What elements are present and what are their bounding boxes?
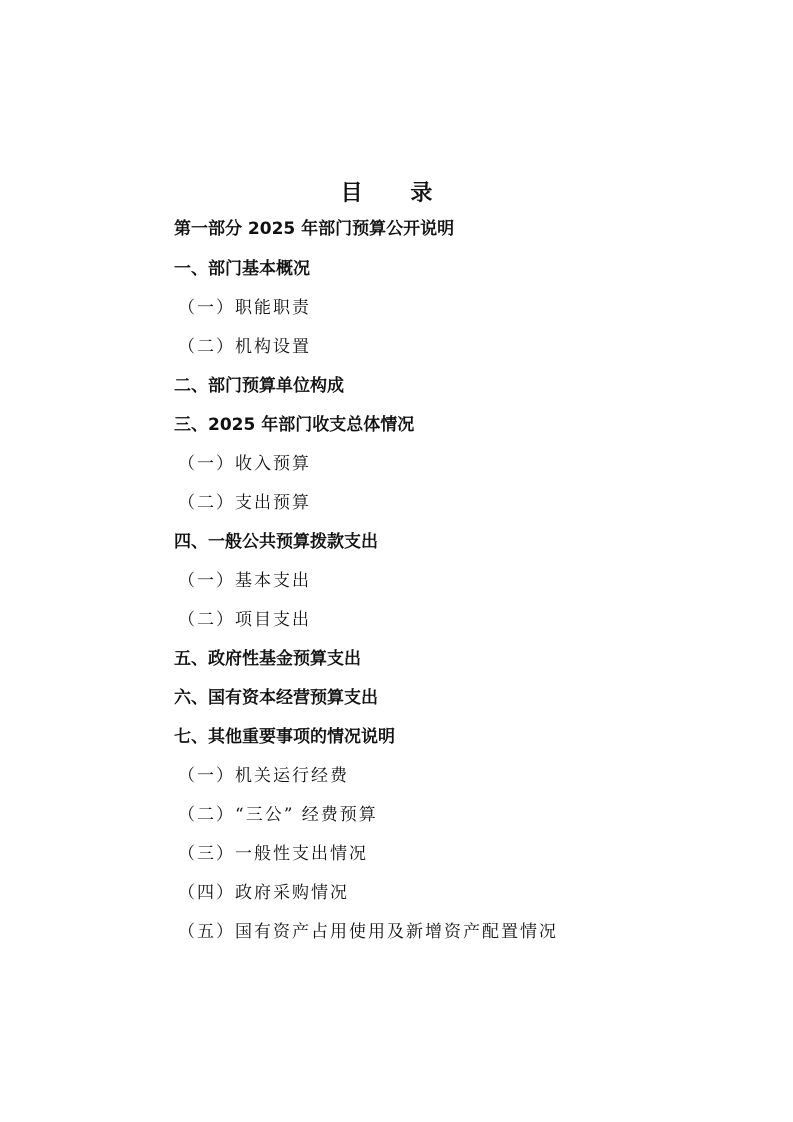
toc-section-4: 四、一般公共预算拨款支出 (174, 532, 378, 552)
toc-section-2: 二、部门预算单位构成 (174, 376, 344, 396)
toc-subsection-7-1: （一）机关运行经费 (178, 766, 349, 786)
toc-subsection-1-1: （一）职能职责 (178, 298, 311, 318)
toc-subsection-3-2: （二）支出预算 (178, 493, 311, 513)
toc-subsection-7-3: （三）一般性支出情况 (178, 844, 368, 864)
toc-section-3: 三、2025 年部门收支总体情况 (174, 415, 415, 435)
toc-subsection-1-2: （二）机构设置 (178, 337, 311, 357)
toc-subsection-3-1: （一）收入预算 (178, 454, 311, 474)
toc-subsection-4-2: （二）项目支出 (178, 610, 311, 630)
toc-section-6: 六、国有资本经营预算支出 (174, 688, 378, 708)
toc-subsection-7-4: （四）政府采购情况 (178, 883, 349, 903)
table-of-contents (174, 216, 734, 958)
toc-part-heading: 第一部分 2025 年部门预算公开说明 (174, 219, 455, 239)
toc-section-5: 五、政府性基金预算支出 (174, 649, 361, 669)
toc-section-7: 七、其他重要事项的情况说明 (174, 727, 395, 747)
toc-subsection-7-2: （二）“三公” 经费预算 (178, 805, 378, 825)
toc-subsection-4-1: （一）基本支出 (178, 571, 311, 591)
toc-title: 目 录 (340, 181, 453, 206)
toc-section-1: 一、部门基本概况 (174, 259, 310, 279)
toc-subsection-7-5: （五）国有资产占用使用及新增资产配置情况 (178, 922, 558, 942)
